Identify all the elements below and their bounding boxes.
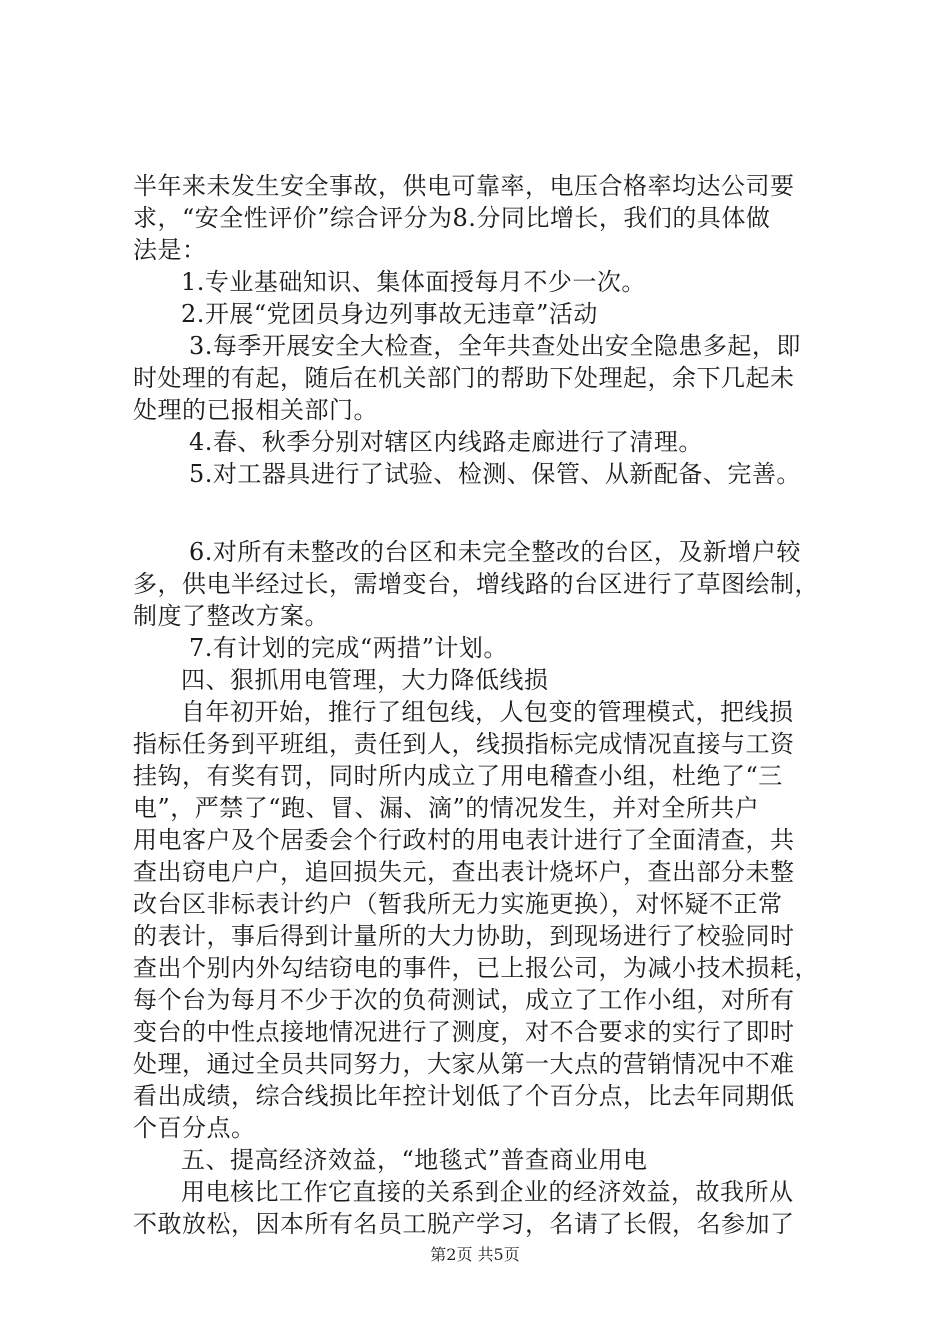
paragraph-line: 挂钩，有奖有罚，同时所内成立了用电稽查小组，杜绝了“三 bbox=[133, 762, 783, 790]
list-item: 6.对所有未整改的台区和未完全整改的台区，及新增户较 bbox=[189, 538, 801, 566]
paragraph-line: 自年初开始，推行了组包线，人包变的管理模式，把线损 bbox=[181, 698, 794, 726]
page-number-footer: 第2页 共5页 bbox=[430, 1245, 520, 1264]
paragraph-line: 法是： bbox=[133, 236, 207, 264]
list-item: 3.每季开展安全大检查，全年共查处出安全隐患多起，即 bbox=[189, 332, 801, 360]
paragraph-line: 用电核比工作它直接的关系到企业的经济效益，故我所从 bbox=[181, 1178, 794, 1206]
list-item: 2.开展“党团员身边列事故无违章”活动 bbox=[181, 300, 598, 328]
paragraph-line: 不敢放松，因本所有名员工脱产学习，名请了长假，名参加了 bbox=[133, 1210, 795, 1238]
paragraph-line: 制度了整改方案。 bbox=[133, 602, 329, 630]
paragraph-line: 时处理的有起，随后在机关部门的帮助下处理起，余下几起未 bbox=[133, 364, 795, 392]
paragraph-line: 改台区非标表计约户（暂我所无力实施更换），对怀疑不正常 bbox=[133, 890, 783, 918]
list-item: 4.春、秋季分别对辖区内线路走廊进行了清理。 bbox=[189, 428, 703, 456]
paragraph-line: 电”，严禁了“跑、冒、漏、滴”的情况发生，并对全所共户 bbox=[133, 794, 760, 822]
paragraph-line: 用电客户及个居委会个行政村的用电表计进行了全面清查，共 bbox=[133, 826, 795, 854]
paragraph-line: 变台的中性点接地情况进行了测度，对不合要求的实行了即时 bbox=[133, 1018, 795, 1046]
paragraph-line: 处理的已报相关部门。 bbox=[133, 396, 378, 424]
paragraph-line: 查出个别内外勾结窃电的事件，已上报公司，为减小技术损耗， bbox=[133, 954, 819, 982]
paragraph-line: 求，“安全性评价”综合评分为8.分同比增长，我们的具体做 bbox=[133, 204, 771, 232]
list-item: 5.对工器具进行了试验、检测、保管、从新配备、完善。 bbox=[189, 460, 801, 488]
paragraph-line: 每个台为每月不少于次的负荷测试，成立了工作小组，对所有 bbox=[133, 986, 795, 1014]
paragraph-line: 个百分点。 bbox=[133, 1114, 256, 1142]
list-item: 1.专业基础知识、集体面授每月不少一次。 bbox=[181, 268, 646, 296]
section-heading: 四、狠抓用电管理，大力降低线损 bbox=[181, 666, 549, 694]
paragraph-line: 处理，通过全员共同努力，大家从第一大点的营销情况中不难 bbox=[133, 1050, 795, 1078]
paragraph-line: 多，供电半经过长，需增变台，增线路的台区进行了草图绘制， bbox=[133, 570, 819, 598]
body-text bbox=[133, 170, 833, 1240]
section-heading: 五、提高经济效益，“地毯式”普查商业用电 bbox=[181, 1146, 648, 1174]
paragraph-line: 半年来未发生安全事故，供电可靠率，电压合格率均达公司要 bbox=[133, 172, 795, 200]
list-item: 7.有计划的完成“两措”计划。 bbox=[189, 634, 508, 662]
paragraph-line: 指标任务到平班组，责任到人，线损指标完成情况直接与工资 bbox=[133, 730, 795, 758]
paragraph-line: 查出窃电户户，追回损失元，查出表计烧坏户，查出部分未整 bbox=[133, 858, 795, 886]
paragraph-line: 看出成绩，综合线损比年控计划低了个百分点，比去年同期低 bbox=[133, 1082, 795, 1110]
paragraph-line: 的表计，事后得到计量所的大力协助，到现场进行了校验同时 bbox=[133, 922, 795, 950]
